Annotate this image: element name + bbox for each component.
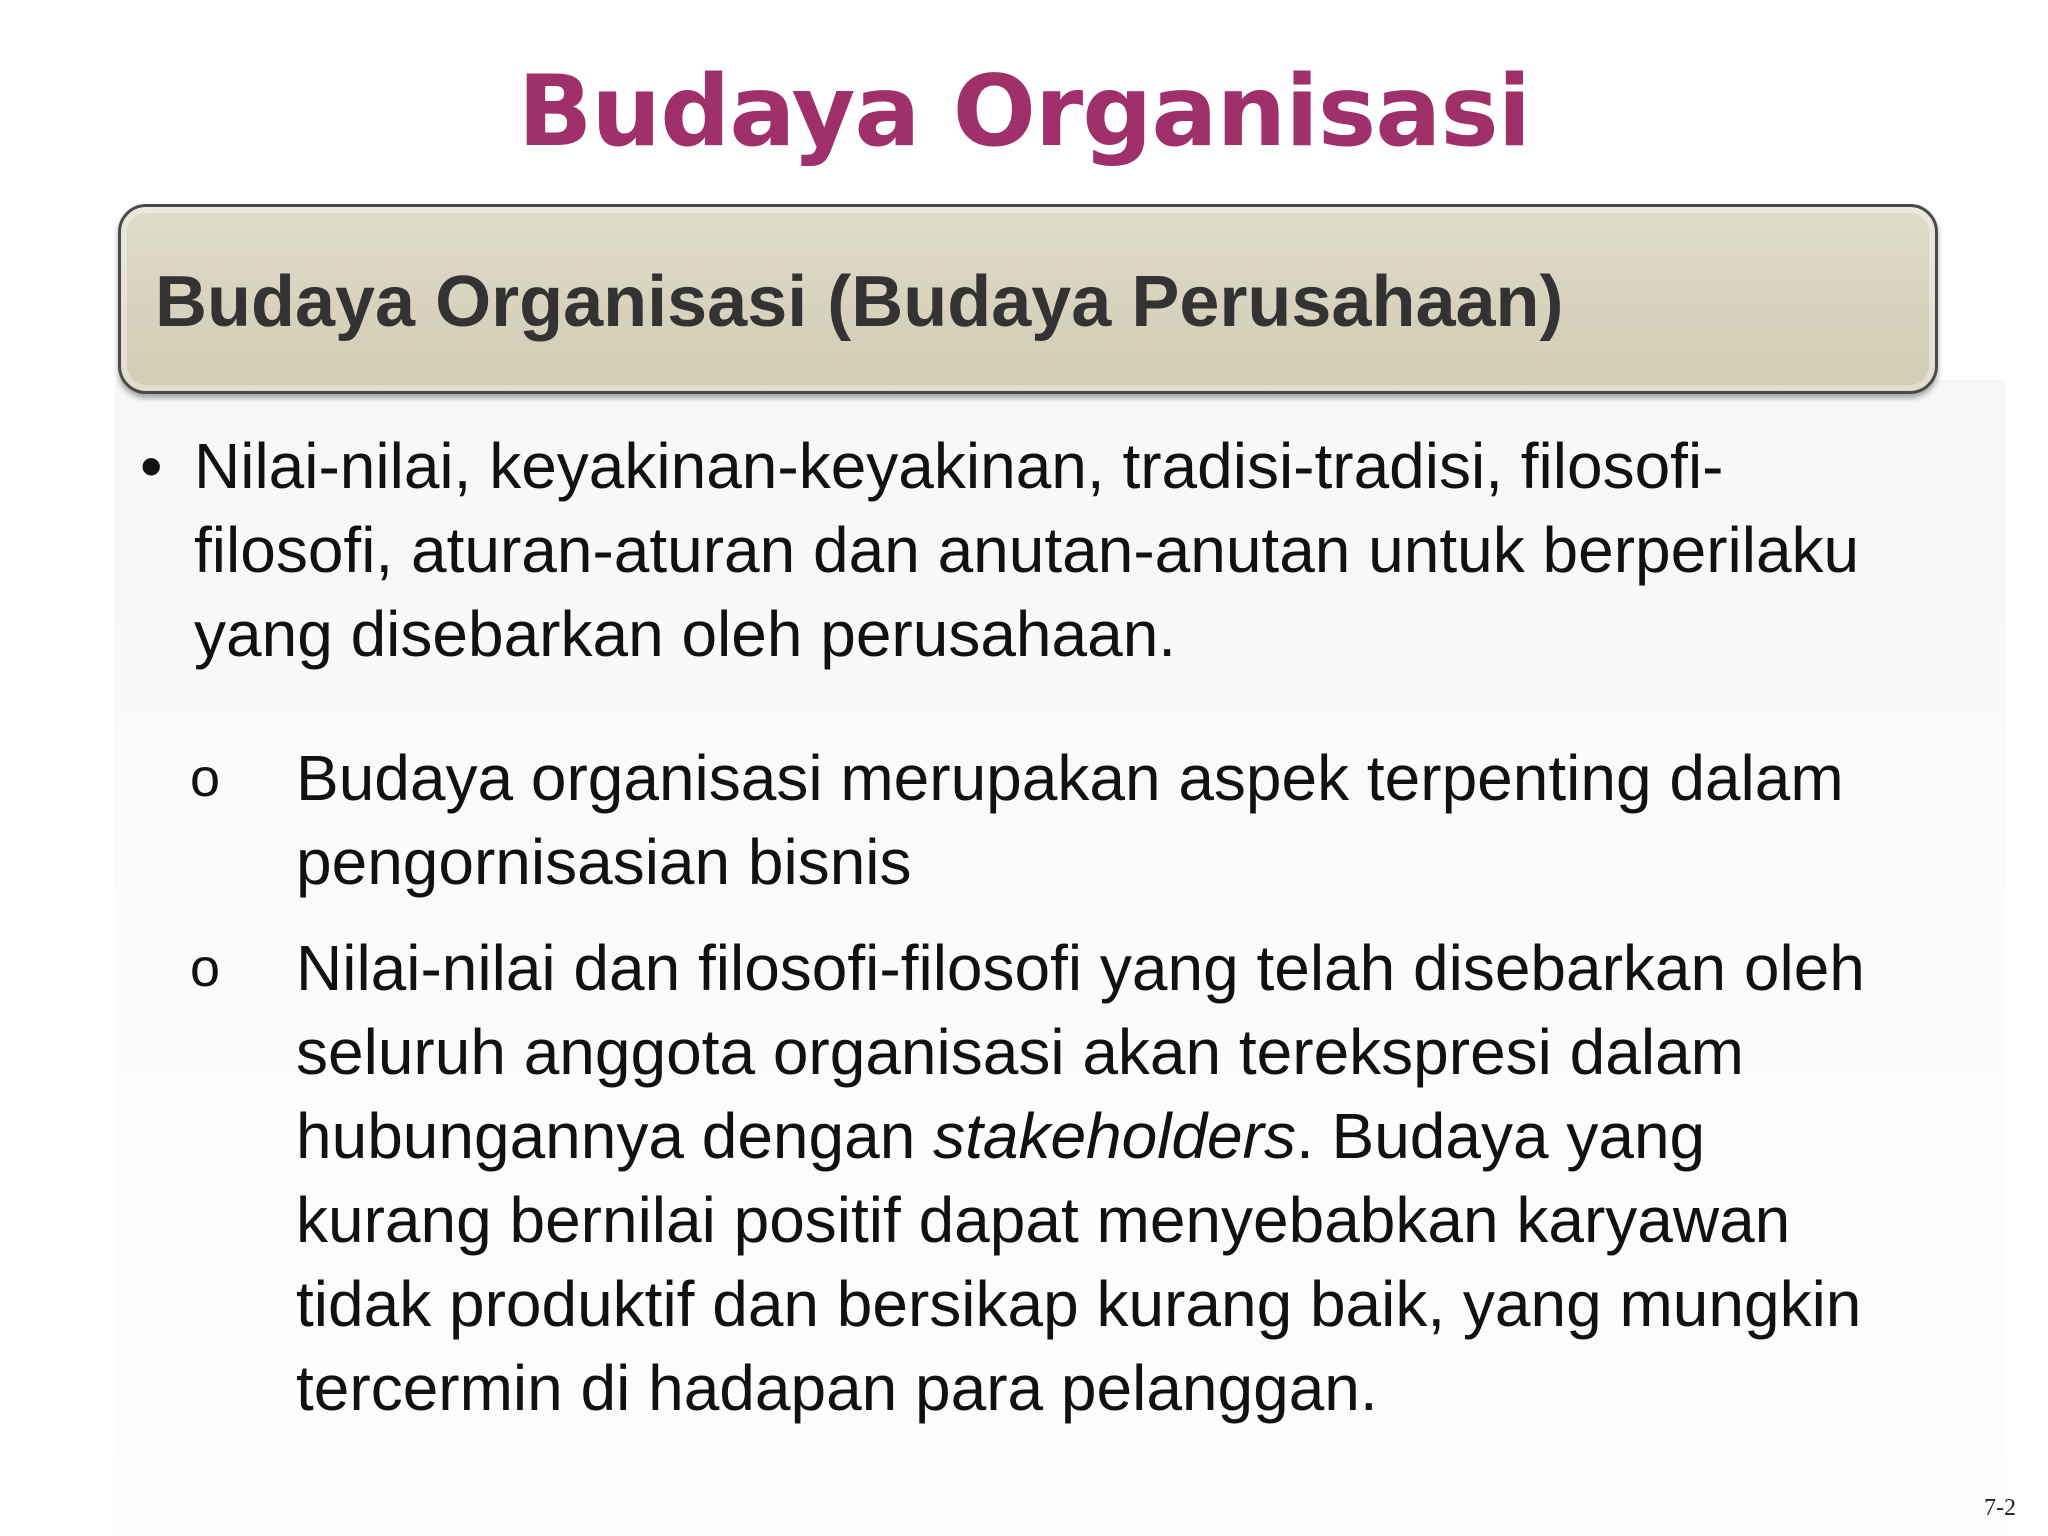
subtitle-text: Budaya Organisasi (Budaya Perusahaan) [155,262,1564,342]
sub-bullet-2 [190,926,1910,1430]
main-bullet [140,424,1900,676]
sub-bullet-1-text: Budaya organisasi merupakan aspek terpenting dalam pengornisasian bisnis [296,742,1844,898]
sub-bullet-marker: o [190,938,221,998]
sub-bullet-2-text-after: . Budaya yang kurang bernilai positif dapat menyebabkan karyawan tidak produktif dan bersikap kurang baik, yang mungkin tercermin di hadapan para pelanggan. [296,1100,1862,1424]
page-number: 7-2 [1984,1495,2016,1521]
sub-bullet-2-italic: stakeholders [933,1100,1296,1172]
subtitle-banner [118,204,1938,394]
main-bullet-text: Nilai-nilai, keyakinan-keyakinan, tradisi-tradisi, filosofi-filosofi, aturan-aturan dan anutan-anutan untuk berperilaku yang disebarkan oleh perusahaan. [194,430,1860,670]
bullet-marker: • [140,430,163,502]
sub-bullet-1 [190,736,1910,904]
sub-bullet-marker: o [190,748,221,808]
sub-bullet-2-text [296,926,1910,1430]
slide-title: Budaya Organisasi [517,55,1531,169]
sub-bullet-2-text-before: Nilai-nilai dan filosofi-filosofi yang telah disebarkan oleh seluruh anggota organisasi akan terekspresi dalam hubungannya dengan [296,932,1865,1172]
